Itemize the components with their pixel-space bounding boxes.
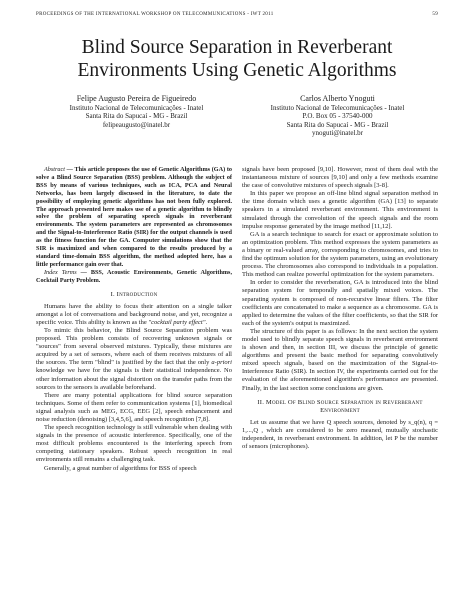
abstract-text: — This article proposes the use of Genetic Algorithms (GA) to solve a Blind Source Separation (BSS) problem. Although the subject of BSS by means of various techniques, such as ICA, PCA and Neural Networks, has been largely discussed in the literature, to date the possibility of employing genetic algorithms has not been fully explored. The approach presented here makes use of a genetic algorithm to blindly solve the problem of separating speech signals in reverberant environments. The system parameters are represented as chromosomes and the Signal-to-Interference Ratio (SIR) for the output channels is used as the fitness function for the GA. Computer simulations show that the SIR is maximized and when compared to the results produced by a standard time-domain BSS algorithm, the method adopted here, has a little performance gain over that. [36, 166, 232, 268]
paragraph: signals have been proposed [9,10]. However, most of them deal with the instantaneous mixture of sources [9,10] and only a few methods examine the case of convolutive mixtures of speech signals [3-8]. [242, 166, 438, 190]
index-terms-text: — BSS, Acoustic Environments, Genetic Algorithms, Cocktail Party Problem. [36, 268, 232, 284]
paragraph-italic: "cocktail party effect" [148, 318, 206, 326]
abstract-label: Abstract [44, 166, 65, 173]
abstract [36, 166, 232, 269]
paragraph: In this paper we propose an off-line blind signal separation method in the time domain which uses a genetic algorithm (GA) [13] to separate speakers in a simulated reverberant environment. This environment is simulated through the convolution of the speech signals and the room impulse response generated by the image method [11,12]. [242, 190, 438, 230]
paragraph: There are many potential applications for blind source separation techniques. Some of them refer to communication systems [1], biomedical signal analysis such as MEG, ECG, EEG [2], speech enhancement and noise reduction (denoising) [3,4,5,6], and speech recognition [7,8]. [36, 391, 232, 423]
index-terms-label: Index Terms [44, 268, 77, 276]
author-name: Carlos Alberto Ynoguti [300, 94, 375, 103]
author-address: Santa Rita do Sapucaí - MG - Brazil [85, 112, 188, 121]
paragraph-text: To mimic this behavior, the Blind Source Separation problem was proposed. This problem consists of recovering unknown signals or "sources" from several observed mixtures. Typically, these mixtures are acquired by a set of sensors, where each of them receives mixtures of all the sources. The term "blind" is justified by the fact that the only [36, 326, 232, 367]
section-heading-line: II. Model Of Blind Source Separation in Reverberant [257, 398, 423, 406]
paragraph-text: . [205, 318, 208, 326]
paragraph-text: Humans have the ability to focus their attention on a single talker amongst a lot of conversations and background noise, and yet, recognize a specific voice. This ability is known as the [36, 302, 232, 326]
author-affiliation: Instituto Nacional de Telecomunicações - Inatel [69, 104, 204, 112]
author-address: Santa Rita do Sapucaí - MG - Brazil [286, 120, 389, 129]
paragraph: The structure of this paper is as follows: In the next section the system model used to blindly separate speech signals in reverberant environment is shown and then, in section III, we discuss the principle of genetic algorithms and present the basic method for separating convolutively mixed speech signals, based on the maximization of the Signal-to-Interference Ratio (SIR). In section IV, the experiments carried out for the evaluation of the aforementioned algorithm's performance are presented. Finally, in the last section some conclusions are given. [242, 327, 438, 392]
paragraph [36, 327, 232, 392]
paragraph-italic: a-priori [211, 359, 232, 367]
author-name: Felipe Augusto Pereira de Figueiredo [76, 94, 197, 103]
author-affiliation: Instituto Nacional de Telecomunicações - Inatel [270, 104, 405, 112]
section-heading-line: Environment [320, 406, 360, 414]
section-heading [242, 399, 438, 415]
paragraph: Generally, a great number of algorithms for BSS of speech [44, 464, 197, 472]
author-2 [271, 94, 405, 137]
right-column [242, 166, 438, 451]
paper-title [36, 36, 438, 82]
proceedings-title: PROCEEDINGS OF THE INTERNATIONAL WORKSHOP ON TELECOMMUNICATIONS - IWT 2011 [36, 12, 274, 17]
paragraph: GA is a search technique to search for exact or approximate solution to an optimization problem. This method expresses the system parameters as a binary or real-valued array, corresponding to chromosomes, and tries to find the optimum solution for the system parameters, using an evolutionary process. The chromosomes also correspond to individuals in a population. This method can realize powerful optimization for the system parameters. [242, 230, 438, 279]
paragraph-text: knowledge we have for the signals is their statistical independence. No other information about the signal distortion on the transfer paths from the sources to the sensors is available beforehand. [36, 367, 232, 391]
title-line-2: Environments Using Genetic Algorithms [77, 60, 397, 81]
page-number: 59 [432, 12, 438, 17]
author-email: felipeaugusto@inatel.br [102, 120, 171, 129]
author-email: ynoguti@inatel.br [312, 128, 363, 137]
paragraph: Let us assume that we have Q speech sources, denoted by s_q(n), q = 1,...,Q , which are considered to be zero meaned, mutually stochastic independent, in reverberant environment. In addition, let P be the number of sensors (microphones). [242, 418, 438, 450]
section-heading: I. Introduction [110, 290, 158, 298]
paragraph [36, 303, 232, 327]
title-line-1: Blind Source Separation in Reverberant [81, 37, 393, 58]
author-block [36, 94, 438, 137]
author-address: P.O. Box 05 - 37540-000 [302, 112, 373, 121]
paragraph: The speech recognition technology is still vulnerable when dealing with signals in the presence of acoustic interference. Specifically, one of the most difficult problems encountered is the interfering speech from competing stationary speakers. Robust speech recognition in real environments still remains a challenging task. [36, 424, 232, 464]
left-column [36, 166, 232, 473]
paragraph: In order to consider the reverberation, GA is introduced into the blind separation system for temporally and spatially mixed voices. The separating system is composed of non-recursive linear filters. The filter coefficients are concatenated to make a sequence as a chromosome. GA is applied to determine the values of the filter coefficients, so that the SIR for each of the system's output is maximized. [242, 279, 438, 327]
running-header [36, 12, 438, 17]
author-1 [70, 94, 204, 137]
index-terms [36, 269, 232, 285]
